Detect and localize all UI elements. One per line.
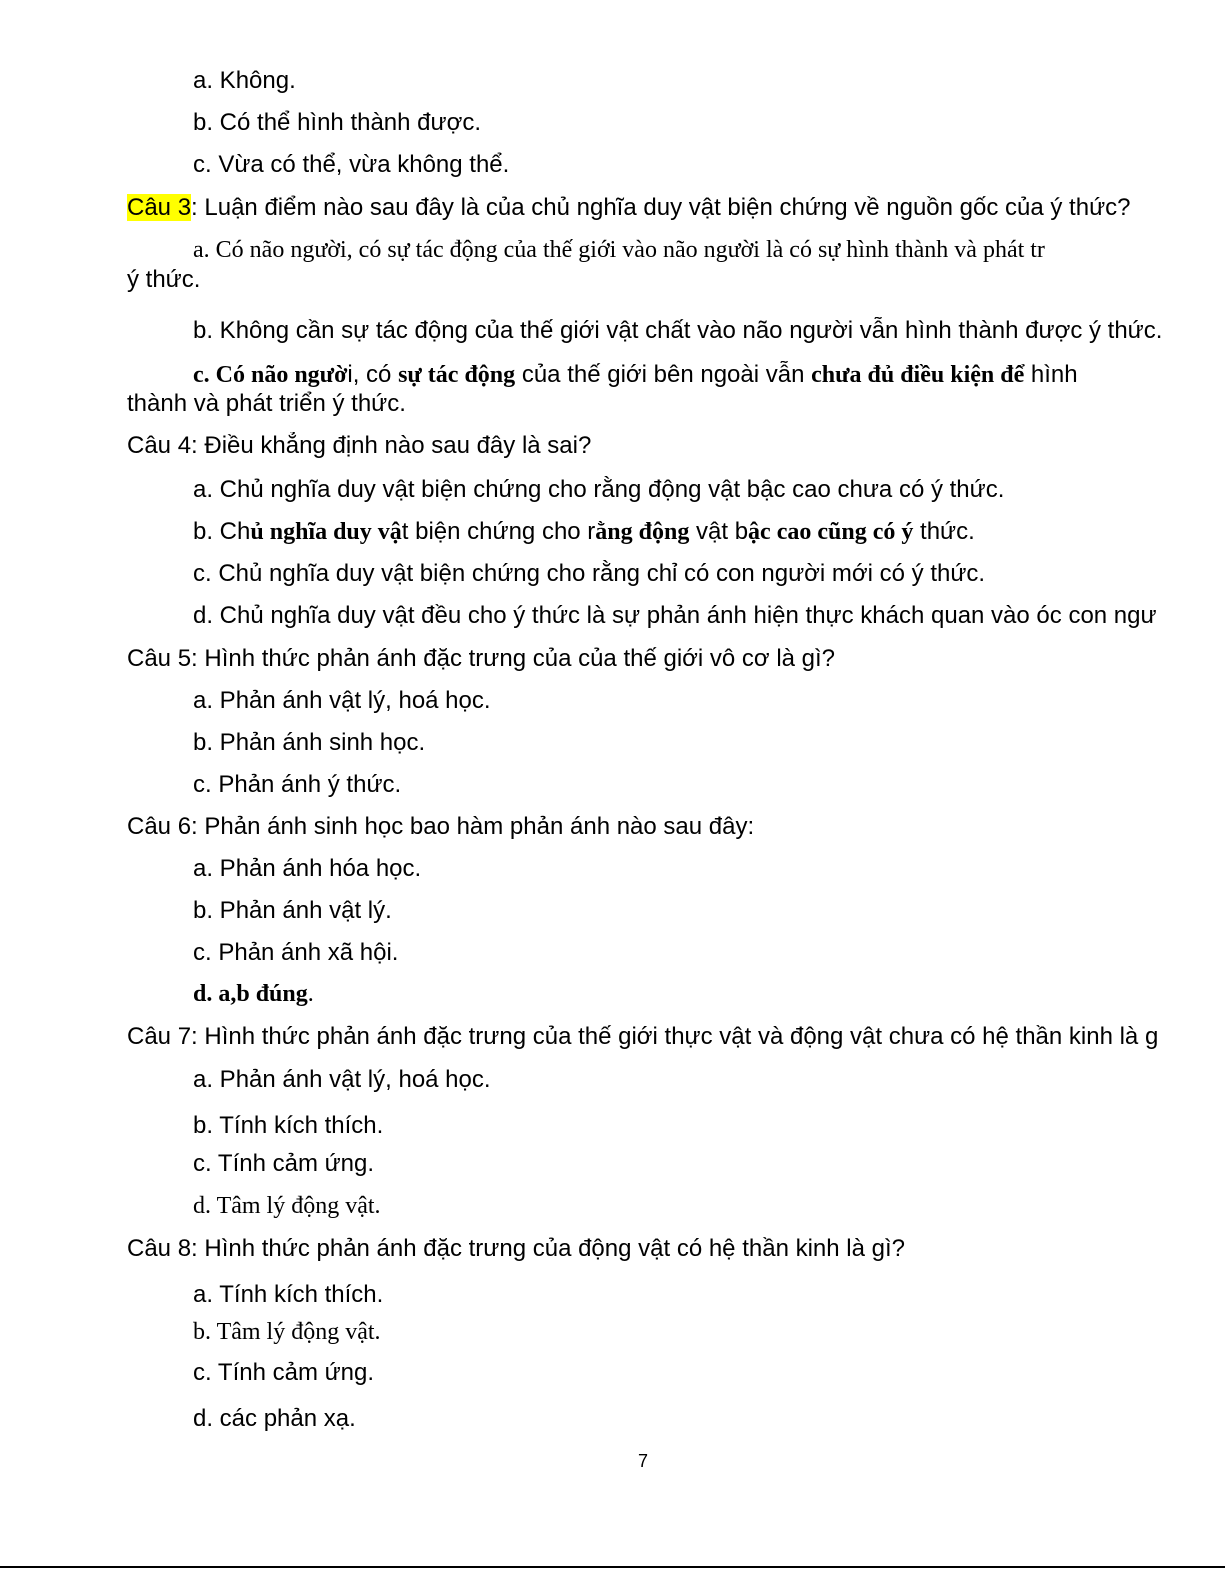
q5-option-b: b. Phản ánh sinh học. <box>193 729 426 756</box>
q2-option-c: c. Vừa có thể, vừa không thể. <box>193 151 510 178</box>
q6-option-d <box>193 980 1186 1008</box>
q4-option-c: c. Chủ nghĩa duy vật biện chứng cho rằng chỉ có con người mới có ý thức. <box>193 560 986 587</box>
q3-option-c-line1 <box>193 361 1186 389</box>
q6-option-a: a. Phản ánh hóa học. <box>193 855 422 882</box>
q6-option-b: b. Phản ánh vật lý. <box>193 897 392 924</box>
q3-label-highlight: Câu 3 <box>127 194 192 221</box>
q3-c-bold-start: c. Có não ngườ <box>193 362 348 388</box>
page-bottom-rule <box>0 1566 1225 1568</box>
q3-text: : Luận điểm nào sau đây là của chủ nghĩa duy vật biện chứng về nguồn gốc của ý thức? <box>191 194 1131 221</box>
q4-b-bold2: ằng động <box>595 519 690 545</box>
q5-option-c: c. Phản ánh ý thức. <box>193 771 402 798</box>
q8-option-a: a. Tính kích thích. <box>193 1281 384 1308</box>
q3-c-bold-mid: sự tác động <box>398 362 516 388</box>
q6-question: Câu 6: Phản ánh sinh học bao hàm phản ánh nào sau đây: <box>127 813 755 840</box>
q3-option-a-line1: a. Có não người, có sự tác động của thế giới vào não người là có sự hình thành và phát tr <box>193 237 1045 263</box>
q2-option-a: a. Không. <box>193 67 296 94</box>
q8-option-b: b. Tâm lý động vật. <box>193 1319 381 1345</box>
q7-option-c: c. Tính cảm ứng. <box>193 1150 375 1177</box>
q6-option-c: c. Phản ánh xã hội. <box>193 939 399 966</box>
q7-option-d: d. Tâm lý động vật. <box>193 1193 381 1219</box>
q4-b-pre: b. Ch <box>193 518 251 545</box>
q2-option-b: b. Có thể hình thành được. <box>193 109 481 136</box>
q4-question: Câu 4: Điều khẳng định nào sau đây là sai? <box>127 432 592 459</box>
q3-c-bold-end: chưa đủ điều kiện để <box>811 362 1025 388</box>
q5-question: Câu 5: Hình thức phản ánh đặc trưng của của thế giới vô cơ là gì? <box>127 645 836 672</box>
q7-option-b: b. Tính kích thích. <box>193 1112 384 1139</box>
q4-b-mid1: t biện chứng cho r <box>401 518 596 545</box>
q7-question: Câu 7: Hình thức phản ánh đặc trưng của thế giới thực vật và động vật chưa có hệ thần kinh là g <box>127 1023 1159 1050</box>
q3-option-a-line2: ý thức. <box>127 266 201 293</box>
q4-option-b <box>193 518 1186 546</box>
q7-option-a: a. Phản ánh vật lý, hoá học. <box>193 1066 491 1093</box>
q8-question: Câu 8: Hình thức phản ánh đặc trưng của động vật có hệ thần kinh là gì? <box>127 1235 905 1262</box>
q4-option-d: d. Chủ nghĩa duy vật đều cho ý thức là sự phản ánh hiện thực khách quan vào óc con ngư <box>193 602 1157 629</box>
q4-b-mid2: vật b <box>689 518 749 545</box>
page-number: 7 <box>637 1451 648 1471</box>
q3-c-tail: hình <box>1024 361 1078 388</box>
q5-option-a: a. Phản ánh vật lý, hoá học. <box>193 687 491 714</box>
q6-d-tail: . <box>307 981 314 1007</box>
q3-question <box>127 194 1186 222</box>
q4-b-tail: thức. <box>913 518 975 545</box>
q4-b-bold1: ủ nghĩa duy vậ <box>250 519 402 545</box>
q3-c-mid1: i, có <box>347 361 399 388</box>
q6-d-answer: d. a,b đúng <box>193 981 308 1007</box>
q8-option-c: c. Tính cảm ứng. <box>193 1359 375 1386</box>
q3-c-mid2: của thế giới bên ngoài vẫn <box>515 361 812 388</box>
q8-option-d: d. các phản xạ. <box>193 1405 356 1432</box>
q3-option-b: b. Không cần sự tác động của thế giới vật chất vào não người vẫn hình thành được ý thức. <box>193 317 1163 344</box>
q4-option-a: a. Chủ nghĩa duy vật biện chứng cho rằng động vật bậc cao chưa có ý thức. <box>193 476 1005 503</box>
q4-b-bold3: ậc cao cũng có ý <box>748 519 914 545</box>
q3-option-c-line2: thành và phát triển ý thức. <box>127 390 406 417</box>
